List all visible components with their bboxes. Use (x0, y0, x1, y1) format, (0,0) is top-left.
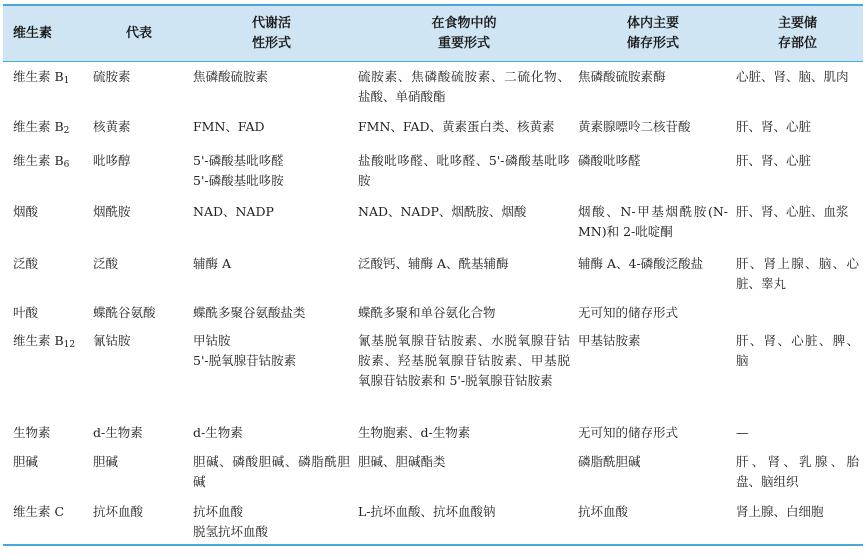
storage-site-cell: 肝、肾、心脏、脾、脑 (736, 332, 859, 368)
food-form-cell: FMN、FAD、黄素蛋白类、核黄素 (358, 118, 555, 134)
vitamin-name-cell (3, 327, 89, 421)
vitamin-name: 胆碱 (13, 453, 39, 469)
storage-site-cell (732, 300, 863, 327)
vitamin-name-cell (3, 113, 89, 146)
storage-form-cell: 无可知的储存形式 (578, 304, 679, 320)
vitamin-name-cell (3, 196, 89, 248)
storage-site-cell: 肝、肾、心脏 (736, 152, 812, 168)
vitamin-name: 维生素 B (13, 332, 64, 348)
vitamin-name: 维生素 B (13, 118, 64, 134)
storage-form-cell: 抗坏血酸 (574, 498, 732, 545)
active-form-cell (189, 113, 354, 146)
active-form-cell (189, 248, 354, 300)
vitamin-name: 维生素 B (13, 152, 64, 168)
representative-cell: d-生物素 (93, 424, 143, 440)
representative-cell: 吡哆醇 (93, 152, 131, 168)
active-form-cell (189, 421, 354, 448)
storage-form-cell: 烟酸、N-甲基烟酰胺(N-MN)和 2-吡啶酮 (578, 203, 728, 239)
active-form-line: 脱氢抗坏血酸 (193, 523, 269, 539)
active-form-cell (189, 196, 354, 248)
active-form-line: 辅酶 A (193, 255, 232, 271)
storage-site-cell: 肝、肾、心脏 (736, 118, 812, 134)
header-storage-form: 体内主要 储存形式 (574, 5, 732, 62)
vitamin-name-cell (3, 146, 89, 196)
header-storage-site: 主要储 存部位 (732, 5, 863, 62)
vitamin-name-cell (3, 300, 89, 327)
representative-cell: 核黄素 (93, 118, 131, 134)
active-form-line: 抗坏血酸 (193, 503, 244, 519)
food-form-cell: 胆碱、胆碱酯类 (358, 453, 446, 469)
active-form-line: 5'-磷酸基吡哆胺 (193, 172, 284, 188)
storage-site-cell: 肾上腺、白细胞 (732, 498, 863, 545)
active-form-line: 胆碱、磷酸胆碱、磷脂酰胆碱 (193, 453, 350, 489)
vitamin-subscript: 6 (63, 159, 70, 170)
representative-cell: 泛酸 (93, 255, 119, 271)
representative-cell: 胆碱 (93, 453, 119, 469)
active-form-line: FMN、FAD (193, 118, 265, 134)
vitamin-name: 叶酸 (13, 304, 39, 320)
active-form-line: 甲钴胺 (193, 332, 231, 348)
header-vitamin: 维生素 (3, 5, 89, 62)
table-row (3, 300, 863, 327)
representative-cell: 硫胺素 (93, 69, 131, 84)
food-form-cell: 泛酸钙、辅酶 A、酰基辅酶 (358, 255, 509, 271)
header-food-form: 在食物中的 重要形式 (354, 5, 574, 62)
food-form-cell: L-抗坏血酸、抗坏血酸钠 (354, 498, 574, 545)
vitamin-name-cell (3, 421, 89, 448)
storage-site-cell: — (736, 424, 749, 440)
food-form-cell: 盐酸吡哆醛、吡哆醛、5'-磷酸基吡哆胺 (358, 152, 570, 188)
food-form-cell: 硫胺素、焦磷酸硫胺素、二硫化物、盐酸、单硝酸酯 (358, 69, 570, 104)
table-row (3, 146, 863, 196)
vitamin-name-cell (3, 498, 89, 545)
storage-site-cell: 肝、肾上腺、脑、心脏、睾丸 (736, 255, 859, 291)
active-form-line: d-生物素 (193, 424, 243, 440)
active-form-cell (189, 498, 354, 545)
header-row (3, 5, 863, 62)
storage-form-cell: 磷脂酰胆碱 (578, 453, 641, 469)
vitamin-subscript: 2 (63, 125, 70, 136)
representative-cell: 烟酰胺 (93, 203, 131, 219)
food-form-cell: 氰基脱氧腺苷钴胺素、水脱氧腺苷钴胺素、羟基脱氧腺苷钴胺素、甲基脱氧腺苷钴胺素和 5'-脱氧腺苷钴胺素 (358, 332, 570, 388)
storage-form-cell: 黄素腺嘌呤二核苷酸 (578, 118, 691, 134)
storage-form-cell: 焦磷酸硫胺素酶 (578, 69, 666, 84)
vitamin-name-cell (3, 248, 89, 300)
active-form-cell (189, 327, 354, 421)
food-form-cell: NAD、NADP、烟酰胺、烟酸 (358, 203, 527, 219)
storage-site-cell: 肝、肾、心脏、血浆 (736, 203, 849, 219)
table-row (3, 421, 863, 448)
storage-form-cell: 磷酸吡哆醛 (578, 152, 641, 168)
table-row (3, 113, 863, 146)
active-form-cell (189, 146, 354, 196)
storage-form-cell: 甲基钴胺素 (578, 332, 641, 348)
vitamin-subscript: 12 (63, 339, 76, 350)
vitamin-table (3, 4, 863, 546)
storage-form-cell: 辅酶 A、4-磷酸泛酸盐 (578, 255, 704, 271)
active-form-line: 5'-磷酸基吡哆醛 (193, 152, 284, 168)
vitamin-name: 生物素 (13, 424, 51, 440)
active-form-line: NAD、NADP (193, 203, 274, 219)
vitamin-name: 维生素 C (13, 503, 65, 519)
storage-site-cell: 心脏、肾、脑、肌肉 (736, 69, 849, 84)
representative-cell: 蝶酰谷氨酸 (93, 304, 156, 320)
header-active-form: 代谢活 性形式 (189, 5, 354, 62)
table-row (3, 327, 863, 421)
table-row (3, 196, 863, 248)
active-form-cell (189, 448, 354, 498)
table-row (3, 62, 863, 113)
vitamin-name: 维生素 B (13, 69, 64, 84)
table-row (3, 448, 863, 498)
representative-cell: 抗坏血酸 (89, 498, 189, 545)
active-form-line: 蝶酰多聚谷氨酸盐类 (193, 304, 306, 320)
storage-form-cell: 无可知的储存形式 (578, 424, 679, 440)
active-form-line: 5'-脱氧腺苷钴胺素 (193, 352, 297, 368)
active-form-line: 焦磷酸硫胺素 (193, 69, 269, 84)
vitamin-name-cell (3, 62, 89, 113)
table-row (3, 248, 863, 300)
vitamin-name: 泛酸 (13, 255, 39, 271)
vitamin-name-cell (3, 448, 89, 498)
storage-site-cell: 肝、肾、乳腺、胎盘、脑组织 (736, 453, 859, 489)
table-row (3, 498, 863, 545)
food-form-cell: 蝶酰多聚和单谷氨化合物 (358, 304, 496, 320)
representative-cell: 氰钴胺 (93, 332, 131, 348)
active-form-cell (189, 300, 354, 327)
active-form-cell (189, 62, 354, 113)
vitamin-name: 烟酸 (13, 203, 39, 219)
vitamin-subscript: 1 (63, 76, 70, 86)
food-form-cell: 生物胞素、d-生物素 (358, 424, 471, 440)
header-representative: 代表 (89, 5, 189, 62)
